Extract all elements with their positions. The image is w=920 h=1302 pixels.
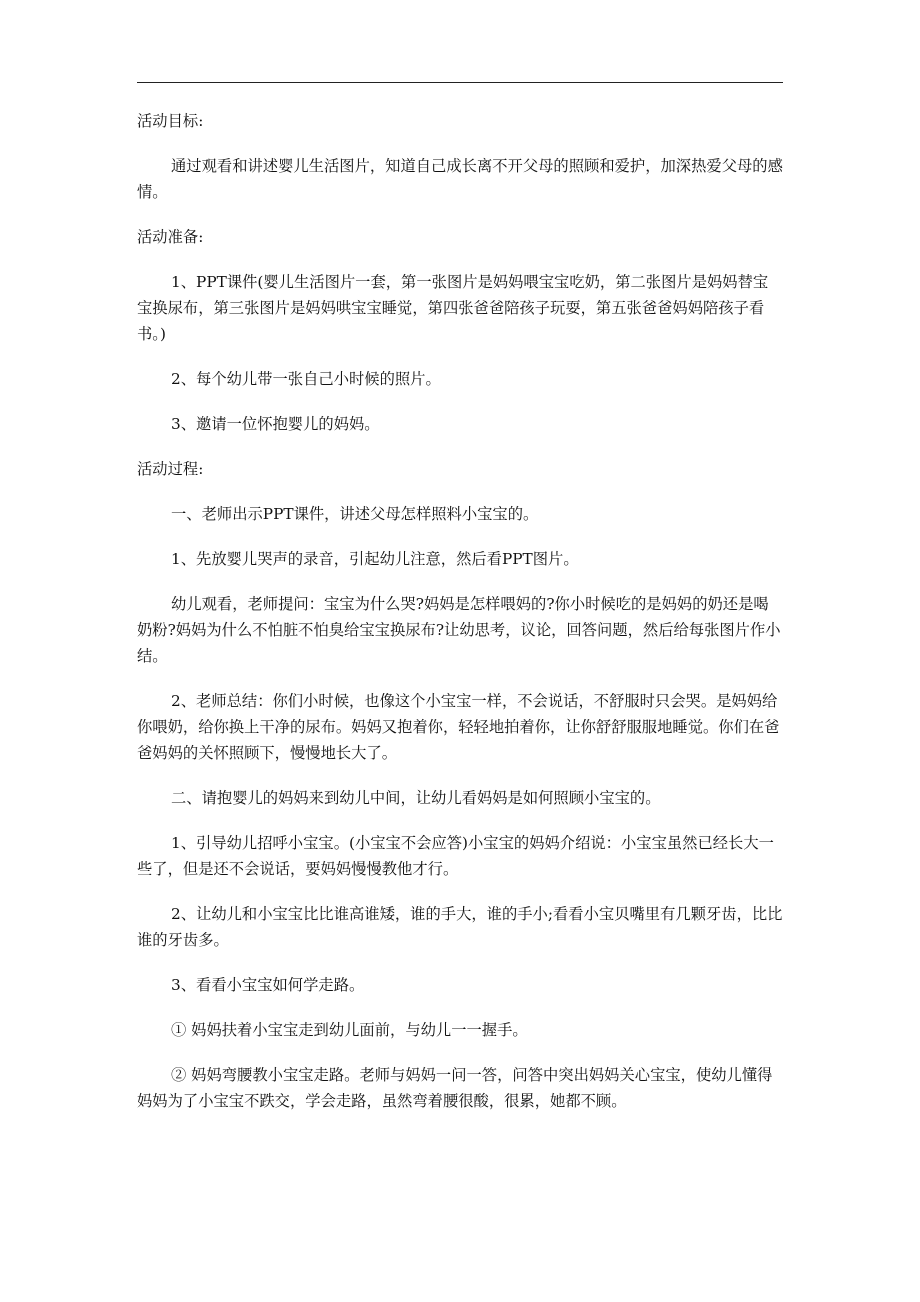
section-2-step-2: 2、让幼儿和小宝宝比比谁高谁矮，谁的手大，谁的手小;看看小宝贝嘴里有几颗牙齿，比比谁的牙齿多。: [137, 905, 783, 949]
heading-activity-preparation: 活动准备:: [137, 228, 204, 246]
prep-item-2: 2、每个幼儿带一张自己小时候的照片。: [171, 370, 441, 388]
section-1-observe: 幼儿观看，老师提问：宝宝为什么哭?妈妈是怎样喂妈的?你小时候吃的是妈妈的奶还是喝奶粉?妈妈为什么不怕脏不怕臭给宝宝换尿布?让幼思考，议论，回答问题，然后给每张图片作小结。: [137, 595, 781, 665]
heading-activity-goal: 活动目标:: [137, 112, 204, 130]
document-body: [137, 108, 783, 1133]
section-2-step-3: 3、看看小宝宝如何学走路。: [171, 976, 365, 994]
heading-activity-process: 活动过程:: [137, 460, 204, 478]
section-1-step-1: 1、先放婴儿哭声的录音，引起幼儿注意，然后看PPT图片。: [171, 550, 579, 568]
header-rule: [137, 82, 783, 83]
section-2-step-1: 1、引导幼儿招呼小宝宝。(小宝宝不会应答)小宝宝的妈妈介绍说：小宝宝虽然已经长大一些了，但是还不会说话，要妈妈慢慢教他才行。: [137, 834, 774, 878]
prep-item-1: 1、PPT课件(婴儿生活图片一套，第一张图片是妈妈喂宝宝吃奶，第二张图片是妈妈替宝宝换尿布，第三张图片是妈妈哄宝宝睡觉，第四张爸爸陪孩子玩耍，第五张爸爸妈妈陪孩子看书。): [137, 273, 769, 343]
process-section-1: 一、老师出示PPT课件，讲述父母怎样照料小宝宝的。: [171, 505, 539, 523]
section-2-substep-1: ① 妈妈扶着小宝宝走到幼儿面前，与幼儿一一握手。: [171, 1021, 528, 1039]
section-1-step-2: 2、老师总结：你们小时候，也像这个小宝宝一样，不会说话，不舒服时只会哭。是妈妈给你喂奶，给你换上干净的尿布。妈妈又抱着你，轻轻地拍着你，让你舒舒服服地睡觉。你们在爸爸妈妈的关怀照顾下，慢慢地长大了。: [137, 692, 780, 762]
prep-item-3: 3、邀请一位怀抱婴儿的妈妈。: [171, 415, 380, 433]
section-2-substep-2: ② 妈妈弯腰教小宝宝走路。老师与妈妈一问一答，问答中突出妈妈关心宝宝，使幼儿懂得妈妈为了小宝宝不跌交，学会走路，虽然弯着腰很酸，很累，她都不顾。: [137, 1066, 773, 1110]
goal-paragraph: 通过观看和讲述婴儿生活图片，知道自己成长离不开父母的照顾和爱护，加深热爱父母的感情。: [137, 157, 783, 201]
process-section-2: 二、请抱婴儿的妈妈来到幼儿中间，让幼儿看妈妈是如何照顾小宝宝的。: [171, 789, 661, 807]
